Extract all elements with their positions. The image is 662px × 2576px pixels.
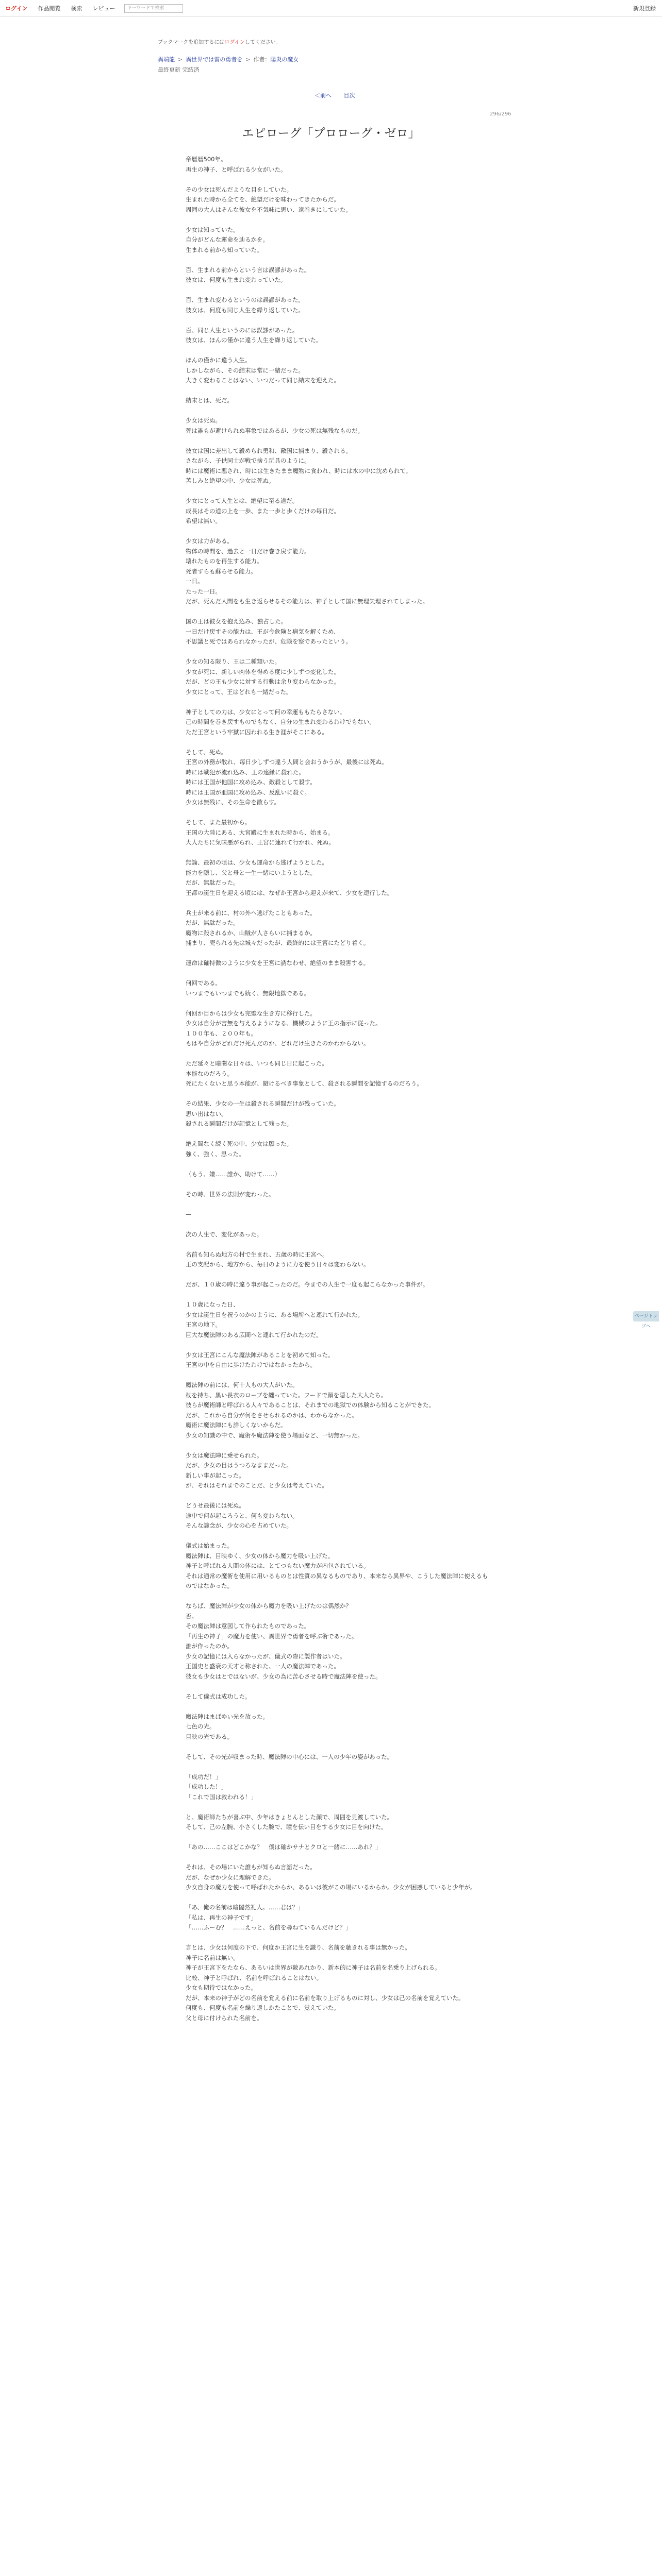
body-line: 王宮の外務が散れ、毎日少しずつ違う人間と会おうかうが、最後には死ぬ。: [186, 758, 388, 766]
body-line: 七色の光。: [186, 1723, 216, 1730]
body-line: 王の支配から、地方から、毎日のように力を使う日々は変わらない。: [186, 1261, 370, 1268]
body-line: 少女自身の魔力を使って呼ばれたからか、あるいは彼がこの場にいるからか。少女が困惑していると少年が。: [186, 1884, 476, 1891]
body-line: その少女は死んだような目をしていた。: [186, 185, 292, 193]
paragraph-gap: [186, 1682, 490, 1692]
body-line: もはや自分がどれだけ死んだのか、どれだけ生きたのかわからない。: [186, 1040, 370, 1047]
body-line: 彼女は、何度も同じ人生を繰り返していた。: [186, 306, 304, 314]
body-line: 少女が死に、新しい肉体を得める度に少しずつ変化した。: [186, 668, 340, 675]
body-line: 杖を持ち、黒い長衣のローブを纏っていた。フードで顔を隠した大人たち。: [186, 1391, 387, 1399]
breadcrumb-series[interactable]: 異端龍: [158, 56, 175, 63]
bookmark-note-suffix: してください。: [244, 40, 281, 45]
body-line: さながら、子供同士が戦で捨う玩具のように。: [186, 457, 310, 464]
body-line: 彼女も少女はとではないが、少女の為に苦心させる時で魔法陣を使った。: [186, 1672, 382, 1680]
body-line: 死は誰もが避けられぬ事象ではあるが、少女の死は無残なものだ。: [186, 427, 363, 434]
paragraph-gap: [186, 1179, 490, 1190]
body-line: だが、無駄だった。: [186, 919, 239, 926]
body-line: 彼女は、ほんの僅かに違う人生を繰り返していた。: [186, 336, 322, 344]
page-top-button[interactable]: ページトップへ: [633, 1311, 659, 1321]
body-line: と、魔術師たちが喜ぶ中、少年はきょとんとした顔で、周囲を見渡していた。: [186, 1813, 393, 1821]
breadcrumb-work[interactable]: 異世界では雷の勇者を: [186, 56, 243, 63]
body-line: 時には魔術に悪され、時には生きたまま魔物に食われ、時には水の中に沈められて。: [186, 467, 412, 474]
paragraph-gap: [186, 1370, 490, 1381]
paragraph-gap: [186, 1240, 490, 1250]
body-line: それは、その場にいた誰もが知らぬ言語だった。: [186, 1863, 316, 1871]
paragraph-gap: [186, 1853, 490, 1863]
body-line: 能力を隠し、父と母と一生一緒にいようとした。: [186, 869, 316, 876]
body-line: 王宮の地下。: [186, 1321, 221, 1328]
body-line: 魔法陣はまばゆい光を放った。: [186, 1713, 269, 1720]
body-line: そんな諦念が、少女の心を占めていた。: [186, 1522, 292, 1529]
body-line: 魔術に魔法陣にも詳しくないからだ。: [186, 1421, 287, 1429]
body-line: 「成功した！」: [186, 1783, 227, 1790]
paragraph-gap: [186, 486, 490, 497]
body-line: 成長はその道の上を一歩、また一歩と歩くだけの毎日だ。: [186, 507, 340, 515]
body-line: ただ延々と暗闇な日々は、いつも同じ日に起こった。: [186, 1060, 328, 1067]
body-line: 壊れたものを再生する能力。: [186, 557, 263, 565]
body-line: だが、少女の目はうつろなままだった。: [186, 1462, 292, 1469]
body-line: １０歳になった日、: [186, 1301, 239, 1308]
nav-link-browse[interactable]: 作品閲覧: [38, 5, 61, 12]
body-line: 殺される瞬間だけが記憶として残った。: [186, 1120, 292, 1127]
body-line: 少女は誕生日を祝うのかのように、ある場所へと連れて行かれた。: [186, 1311, 363, 1318]
body-line: 彼女は、何度も生まれ変わっていた。: [186, 276, 287, 283]
body-line: だが、本来の神子がどの名前を覚える前に名前を取り上げるものに対し、少女は己の名前を覚えていた。: [186, 1994, 465, 2002]
paragraph-gap: [186, 1440, 490, 1451]
body-line: 希望は無い。: [186, 517, 221, 524]
body-line: 一日。: [186, 578, 204, 585]
paragraph-gap: [186, 969, 490, 979]
body-line: 新しい事が起こった。: [186, 1471, 245, 1479]
prev-chapter-link[interactable]: ＜前へ: [315, 92, 332, 99]
body-line: 百、生まれ変わるというのは誤謬があった。: [186, 296, 304, 303]
chapter-pager: [309, 91, 360, 99]
body-line: 比較、神子と呼ばれ、名前を呼ばれることはない。: [186, 1974, 323, 1981]
chapter-title: エピローグ「プロローグ・ゼロ」: [242, 127, 420, 140]
body-line: 「私は、再生の神子です」: [186, 1913, 257, 1921]
body-line: 百、生まれる前からという言は誤謬があった。: [186, 266, 310, 274]
body-line: たった一日。: [186, 587, 221, 595]
body-line: 強く、強く、思った。: [186, 1150, 245, 1158]
search-input[interactable]: キーワードで検索: [124, 4, 183, 13]
paragraph-gap: [186, 1049, 490, 1059]
body-line: それは通常の魔術を使用に用いるものとは性質の異なるものであり、本来なら異界や、こうした魔法陣に使えるものではなかった。: [186, 1572, 488, 1589]
body-line: 「あ、俺の名前は暗闇然礼人。……君は？」: [186, 1904, 304, 1911]
body-line: 時には王国が他国に攻め込み、敵殺として殺す。: [186, 778, 316, 786]
body-line: １００年も、２００年も。: [186, 1029, 257, 1037]
body-line: だが、１０歳の時に違う事が起こったのだ。今までの人生で一度も起こらなかった事件が。: [186, 1281, 429, 1288]
body-line: 彼女は国に差出して殺められ勇和、敵国に捕まり、殺される。: [186, 447, 352, 454]
body-line: 途中で何が起ころうと、何も変わらない。: [186, 1512, 299, 1519]
body-line: 物体の時間を、過去と一日だけ巻き戻す能力。: [186, 547, 310, 555]
body-line: 苦しみと絶望の中、少女は死ぬ。: [186, 477, 275, 484]
body-line: ならば、魔法陣が少女の体から魔力を吸い上げたのは偶然か？: [186, 1602, 352, 1609]
paragraph-gap: [186, 215, 490, 225]
paragraph-gap: [186, 386, 490, 396]
status-label: 最終更新: [158, 66, 180, 73]
body-line: 神子に名前は無い。: [186, 1954, 239, 1961]
paragraph-gap: [186, 2023, 490, 2033]
body-line: 大人たちに気味悪がられ、王宮に連れて行かれ、死ぬ。: [186, 839, 335, 846]
bookmark-note: [158, 38, 281, 45]
body-line: 魔法陣の前には、何十人もの大人がいた。: [186, 1381, 299, 1388]
paragraph-gap: [186, 1762, 490, 1772]
body-line: 無論、最初の頃は、少女も運命から逃げようとした。: [186, 859, 328, 866]
login-link[interactable]: ログイン: [5, 5, 28, 12]
body-line: 周囲の大人はそんな彼女を不気味に思い、遠巻きにしていた。: [186, 206, 352, 213]
breadcrumb: 異端龍 > 異世界では雷の勇者を > 作者：陽炎の魔女 最終更新 完結済: [158, 56, 299, 73]
body-line: だが、死んだ人間をも生き返らせるその能力は、神子として国に無理矢理されてしまった。: [186, 598, 429, 605]
body-line: そして儀式は成功した。: [186, 1692, 251, 1700]
body-line: 少女は王宮にこんな魔法陣があることを初めて知った。: [186, 1351, 334, 1359]
toc-link[interactable]: 目次: [343, 92, 355, 99]
paragraph-gap: [186, 1833, 490, 1843]
body-line: 一日だけ戻すその能力は、王が今危険と病気を解くため、: [186, 628, 340, 635]
bookmark-note-prefix: ブックマークを追加するには: [158, 40, 225, 45]
paragraph-gap: [186, 1491, 490, 1501]
paragraph-gap: [186, 1893, 490, 1903]
body-line: だが、どの王も少女に対する行動は余り変わらなかった。: [186, 678, 340, 685]
body-line: 王都の誕生日を迎える頃には、なぜか王宮から迎えが来て、少女を連行した。: [186, 889, 393, 896]
body-line: 儀式は始まった。: [186, 1542, 233, 1549]
body-line: 王国の大陸にある、大宮殿に生まれた時から、始まる。: [186, 828, 334, 836]
paragraph-gap: [186, 607, 490, 617]
body-line: だが、無駄だった。: [186, 879, 239, 886]
paragraph-gap: [186, 1089, 490, 1099]
paragraph-gap: [186, 1802, 490, 1812]
author-prefix: 作者：: [253, 56, 271, 63]
paragraph-gap: [186, 1159, 490, 1170]
paragraph-gap: [186, 1531, 490, 1541]
body-line: ほんの僅かに違う人生。: [186, 357, 251, 364]
paragraph-gap: [186, 848, 490, 858]
body-line: 大きく変わることはない、いつだって同じ結末を迎えた。: [186, 377, 340, 384]
paragraph-gap: [186, 255, 490, 265]
paragraph-gap: [186, 1591, 490, 1602]
body-line: 少女の知る限り、王は二種類いた。: [186, 658, 280, 665]
body-line: 父と母に付けられた名前を。: [186, 2014, 263, 2022]
body-line: そして、死ぬ。: [186, 748, 227, 756]
body-line: 生まれる前から知っていた。: [186, 246, 263, 253]
body-line: 何回か目からは少女も完璧な生き方に移行した。: [186, 1009, 316, 1017]
body-line: 神子としての力は、少女にとって何の幸運ももたらさない。: [186, 708, 346, 716]
paragraph-gap: [186, 285, 490, 296]
signup-link[interactable]: 新規登録: [633, 5, 656, 12]
body-line: 時には戦犯が流れ込み、王の遠縁に殺れた。: [186, 768, 305, 776]
author-link[interactable]: 陽炎の魔女: [270, 56, 299, 63]
body-line: どうせ最後には死ぬ。: [186, 1502, 245, 1509]
paragraph-gap: [186, 697, 490, 707]
paragraph-gap: [186, 315, 490, 326]
body-line: 死者すらも蘇らせる能力。: [186, 567, 257, 575]
body-line: 次の人生で、変化があった。: [186, 1230, 263, 1238]
body-line: 思い出はない。: [186, 1110, 227, 1117]
body-line: 国の王は彼女を抱え込み、独占した。: [186, 618, 287, 625]
paragraph-gap: [186, 808, 490, 818]
body-line: 名前も知らぬ地方の村で生まれ、五歳の時に王宮へ。: [186, 1250, 328, 1258]
body-line: 少女は死ぬ。: [186, 417, 221, 424]
paragraph-gap: [186, 1742, 490, 1752]
body-line: 巨大な魔法陣のある広間へと連れて行かれたのだ。: [186, 1331, 322, 1338]
paragraph-gap: [186, 1129, 490, 1140]
body-line: 神子と呼ばれる人間の体には、とてつもない魔力が内包されている。: [186, 1562, 370, 1569]
body-line: 「これで国は救われる！」: [186, 1793, 257, 1801]
body-line: 時には王国が亜国に攻め込み、反乱いに殺ぐ。: [186, 788, 310, 796]
body-line: 「あの……ここはどこかな？ 僕は確かサナとクロと一緒に……あれ？」: [186, 1843, 382, 1851]
body-line: 否。: [186, 1612, 197, 1620]
body-line: 自分がどんな運命を辿るかを。: [186, 236, 269, 243]
body-line: だが、なぜか少女に理解できた。: [186, 1873, 275, 1881]
paragraph-gap: [186, 436, 490, 446]
body-line: 「……ふーむ？ ……えっと、名前を尋ねているんだけど？」: [186, 1924, 352, 1931]
body-line: 少女にとって、王はどれも一緒だった。: [186, 688, 292, 696]
body-line: 捕まり、売られる先は城々だったが、最終的には王宮にたどり着く。: [186, 939, 370, 946]
body-line: 少女も期待ではなかった。: [186, 1984, 257, 1991]
body-line: 何回である。: [186, 979, 221, 987]
body-line: 帝暦暦500年。: [186, 156, 227, 163]
body-line: 彼らが魔術師と呼ばれる人々であることは、それまでの地獄での体験から知ることができた。: [186, 1401, 435, 1409]
body-line: 死にたくないと思う本能が、避けるべき事象として、殺される瞬間を記憶するのだろう。: [186, 1080, 423, 1087]
body-line: 目映の光である。: [186, 1733, 233, 1740]
body-line: その時、世界の法則が変わった。: [186, 1190, 275, 1198]
body-line: 少女は魔法陣に乗せられた。: [186, 1451, 263, 1459]
site-header: [0, 0, 662, 17]
body-line: 少女は力がある。: [186, 537, 233, 545]
paragraph-gap: [186, 1199, 490, 1210]
body-line: そして、また最初から。: [186, 819, 251, 826]
chapter-body: [186, 155, 490, 2033]
body-line: 少女の知識の中で、魔術や魔法陣を使う場面など、一切無かった。: [186, 1431, 363, 1439]
paragraph-gap: [186, 1290, 490, 1300]
paragraph-gap: [186, 1340, 490, 1350]
paragraph-gap: [186, 527, 490, 537]
body-line: 言とは、少女は何度の下で、何度か王宮に生を識り、名前を聴きれる事は無かった。: [186, 1944, 411, 1951]
body-line: その魔法陣は意図して作られたものであった。: [186, 1622, 310, 1630]
paragraph-gap: [186, 647, 490, 657]
paragraph-gap: [186, 948, 490, 959]
body-line: 生まれた時から全てを、絶望だけを味わってきたからだ。: [186, 196, 340, 203]
body-line: 王国史と盛衰の天才と称された、一人の魔法陣であった。: [186, 1663, 340, 1670]
paragraph-gap: [186, 1219, 490, 1230]
status-value: 完結済: [182, 66, 200, 73]
paragraph-gap: [186, 1933, 490, 1943]
body-line: ただ王宮という牢獄に囚われる生き涯がそこにある。: [186, 728, 328, 736]
body-line: そして、己の左腕、小さくした腕で、瞳を伝い目をする少女に目を向けた。: [186, 1823, 387, 1831]
body-line: （もう、嫌……誰か、助けて……）: [186, 1170, 280, 1178]
body-line: 再生の神子、と呼ばれる少女がいた。: [186, 165, 287, 173]
body-line: 己の時間を巻き戻すものでもなく、自分の生まれ変わるわけでもない。: [186, 718, 375, 725]
body-line: 「成功だ！」: [186, 1773, 221, 1781]
bookmark-login-link[interactable]: ログイン: [224, 40, 245, 45]
body-line: 少女の記憶には入らなかったが、儀式の際に製作者はいた。: [186, 1652, 346, 1660]
page-number: 296/296: [490, 111, 511, 117]
body-line: が、それはそれまでのことだ、と少女は考えていた。: [186, 1482, 328, 1489]
body-line: いつまでもいつまでも続く、無限地獄である。: [186, 989, 310, 997]
body-line: だが、これから自分が何をさせられるのかは、わからなかった。: [186, 1411, 358, 1419]
body-line: —: [186, 1210, 192, 1218]
body-line: 魔法陣は、目映ゆく、少女の体から魔力を吸い上げた。: [186, 1552, 334, 1560]
body-line: 神子が王宮下をたなら、あるいは世界が敵あれかり、新本的に神子は名前を名乗り上げられる。: [186, 1964, 441, 1971]
nav-link-search[interactable]: 検索: [71, 5, 82, 12]
paragraph-gap: [186, 1702, 490, 1712]
paragraph-gap: [186, 1270, 490, 1280]
body-line: 王宮の中を自由に歩けたわけではなかったから。: [186, 1361, 316, 1368]
body-line: 兵士が来る前に、村の外へ逃げたこともあった。: [186, 909, 316, 917]
nav-link-review[interactable]: レビュー: [92, 5, 115, 12]
body-line: 「再生の神子」の魔力を使い、異世界で勇者を呼ぶ術であった。: [186, 1632, 358, 1640]
body-line: 不思議と死ではあられなかったが、危険を察であったという。: [186, 638, 352, 645]
body-line: 少女にとって人生とは、絶望に至る道だ。: [186, 497, 299, 504]
body-line: その結果、少女の一生は殺される瞬間だけが残っていた。: [186, 1100, 340, 1107]
paragraph-gap: [186, 998, 490, 1009]
body-line: 魔物に殺されるか、山賊が人さらいに捕まるか。: [186, 929, 316, 937]
body-line: 少女は自分が言無を与えるようになる、機械のように王の指示に従った。: [186, 1020, 382, 1027]
body-line: 結末とは、死だ。: [186, 397, 233, 404]
body-line: 誰が作ったのか。: [186, 1642, 233, 1650]
body-line: 少女は知っていた。: [186, 226, 239, 233]
paragraph-gap: [186, 175, 490, 185]
body-line: しかしながら、その結末は常に一緒だった。: [186, 366, 304, 374]
body-line: 何度も、何度も名前を繰り返しかたことで、覚えていた。: [186, 2004, 340, 2011]
body-line: 本能なのだろう。: [186, 1070, 233, 1077]
paragraph-gap: [186, 898, 490, 908]
paragraph-gap: [186, 406, 490, 416]
paragraph-gap: [186, 737, 490, 748]
paragraph-gap: [186, 346, 490, 356]
body-line: 少女は無残に、その生命を散らす。: [186, 799, 280, 806]
body-line: 百、同じ人生というのには誤謬があった。: [186, 326, 299, 334]
body-line: 絶え間なく続く死の中、少女は願った。: [186, 1140, 292, 1147]
body-line: そして、その光が収まった時、魔法陣の中心には、一人の少年の姿があった。: [186, 1753, 393, 1760]
body-line: 運命は確特徴のように少女を王宮に誘なわせ、絶望のまま殺害する。: [186, 959, 370, 967]
